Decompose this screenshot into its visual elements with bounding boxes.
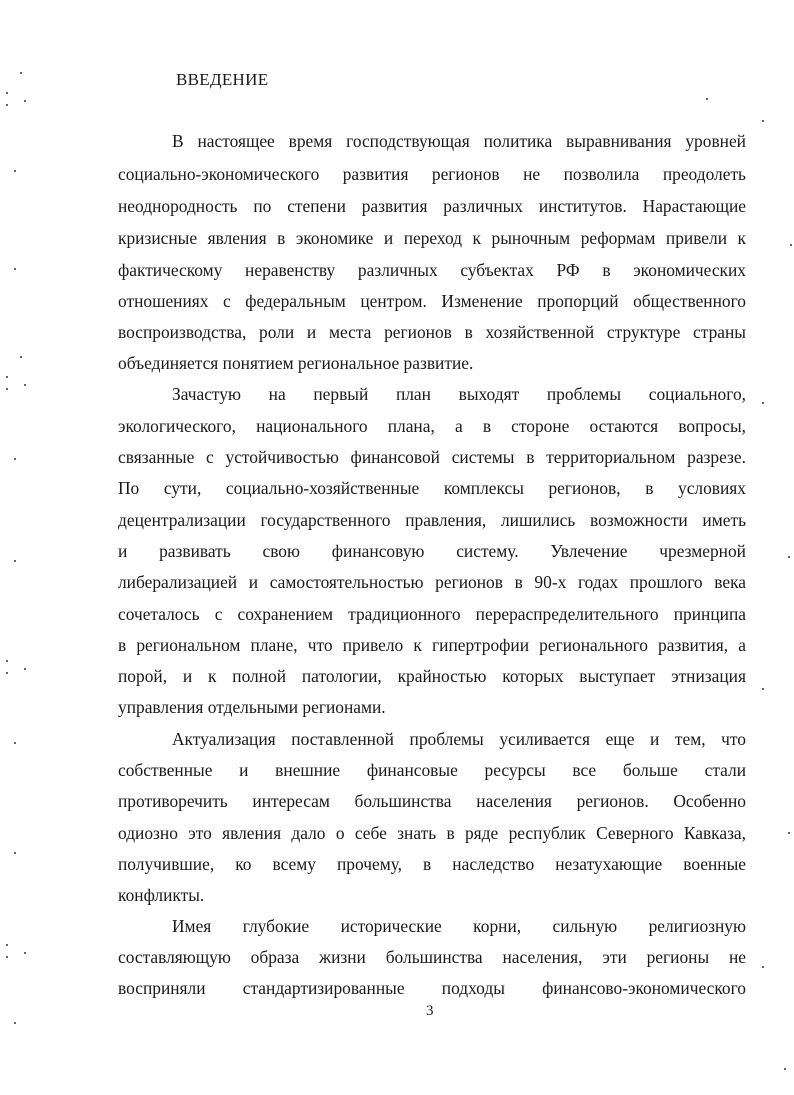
scan-speck xyxy=(6,388,8,390)
text-line: экологического, национального плана, а в стороне остаются вопросы, xyxy=(118,416,746,436)
text-line: в региональном плане, что привело к гипертрофии регионального развития, а xyxy=(118,635,746,655)
scan-speck xyxy=(762,966,764,968)
scan-speck xyxy=(6,92,8,94)
scan-speck xyxy=(784,1068,786,1070)
text-line: управления отдельными регионами. xyxy=(118,697,386,717)
scan-speck xyxy=(14,560,16,562)
text-line: либерализацией и самостоятельностью регионов в 90-х годах прошлого века xyxy=(118,572,746,592)
scan-speck xyxy=(20,356,22,358)
scan-speck xyxy=(14,742,16,744)
scan-speck xyxy=(14,1022,16,1024)
scan-speck xyxy=(24,384,26,386)
text-line: порой, и к полной патологии, крайностью которых выступает этнизация xyxy=(118,666,746,686)
text-line: и развивать свою финансовую систему. Увлечение чрезмерной xyxy=(118,541,746,561)
scan-speck xyxy=(6,944,8,946)
section-heading: ВВЕДЕНИЕ xyxy=(176,70,269,89)
scan-speck xyxy=(788,556,790,558)
text-line: Имея глубокие исторические корни, сильную религиозную xyxy=(172,916,746,936)
scan-speck xyxy=(14,170,16,172)
text-line: кризисные явления в экономике и переход к рыночным реформам привели к xyxy=(118,228,746,248)
text-line: одиозно это явления дало о себе знать в ряде республик Северного Кавказа, xyxy=(118,823,746,843)
scan-speck xyxy=(706,98,708,100)
scan-speck xyxy=(790,244,792,246)
text-line: децентрализации государственного правления, лишились возможности иметь xyxy=(118,510,746,530)
text-line: связанные с устойчивостью финансовой системы в территориальном разрезе. xyxy=(118,447,746,467)
page-number: 3 xyxy=(426,1003,434,1019)
text-line: восприняли стандартизированные подходы финансово-экономического xyxy=(118,978,746,998)
scan-speck xyxy=(762,120,764,122)
scan-speck xyxy=(24,668,26,670)
text-line: объединяется понятием региональное развитие. xyxy=(118,353,474,373)
scan-speck xyxy=(6,376,8,378)
scan-speck xyxy=(20,72,22,74)
text-line: фактическому неравенству различных субъектах РФ в экономических xyxy=(118,260,746,280)
text-line: сочеталось с сохранением традиционного перераспределительного принципа xyxy=(118,604,746,624)
text-line: противоречить интересам большинства населения регионов. Особенно xyxy=(118,791,746,811)
scan-speck xyxy=(762,688,764,690)
text-line: Актуализация поставленной проблемы усиливается еще и тем, что xyxy=(172,729,746,749)
text-line: отношениях с федеральным центром. Изменение пропорций общественного xyxy=(118,291,746,311)
text-line: социально-экономического развития регионов не позволила преодолеть xyxy=(118,164,746,184)
text-line: собственные и внешние финансовые ресурсы все больше стали xyxy=(118,760,746,780)
scan-speck xyxy=(762,402,764,404)
text-line: По сути, социально-хозяйственные комплексы регионов, в условиях xyxy=(118,478,746,498)
text-line: Зачастую на первый план выходят проблемы социального, xyxy=(172,384,746,404)
text-line: В настоящее время господствующая политика выравнивания уровней xyxy=(172,131,746,151)
scan-speck xyxy=(6,660,8,662)
text-line: получившие, ко всему прочему, в наследство незатухающие военные xyxy=(118,854,746,874)
scan-speck xyxy=(6,956,8,958)
text-line: неоднородность по степени развития различных институтов. Нарастающие xyxy=(118,196,746,216)
scan-speck xyxy=(6,104,8,106)
scan-speck xyxy=(14,268,16,270)
scan-speck xyxy=(788,832,790,834)
scan-speck xyxy=(14,852,16,854)
scan-speck xyxy=(6,672,8,674)
text-line: конфликты. xyxy=(118,885,205,905)
scan-speck xyxy=(24,952,26,954)
text-line: воспроизводства, роли и места регионов в хозяйственной структуре страны xyxy=(118,322,746,342)
scan-speck xyxy=(24,100,26,102)
scan-speck xyxy=(14,458,16,460)
text-line: составляющую образа жизни большинства населения, эти регионы не xyxy=(118,947,746,967)
